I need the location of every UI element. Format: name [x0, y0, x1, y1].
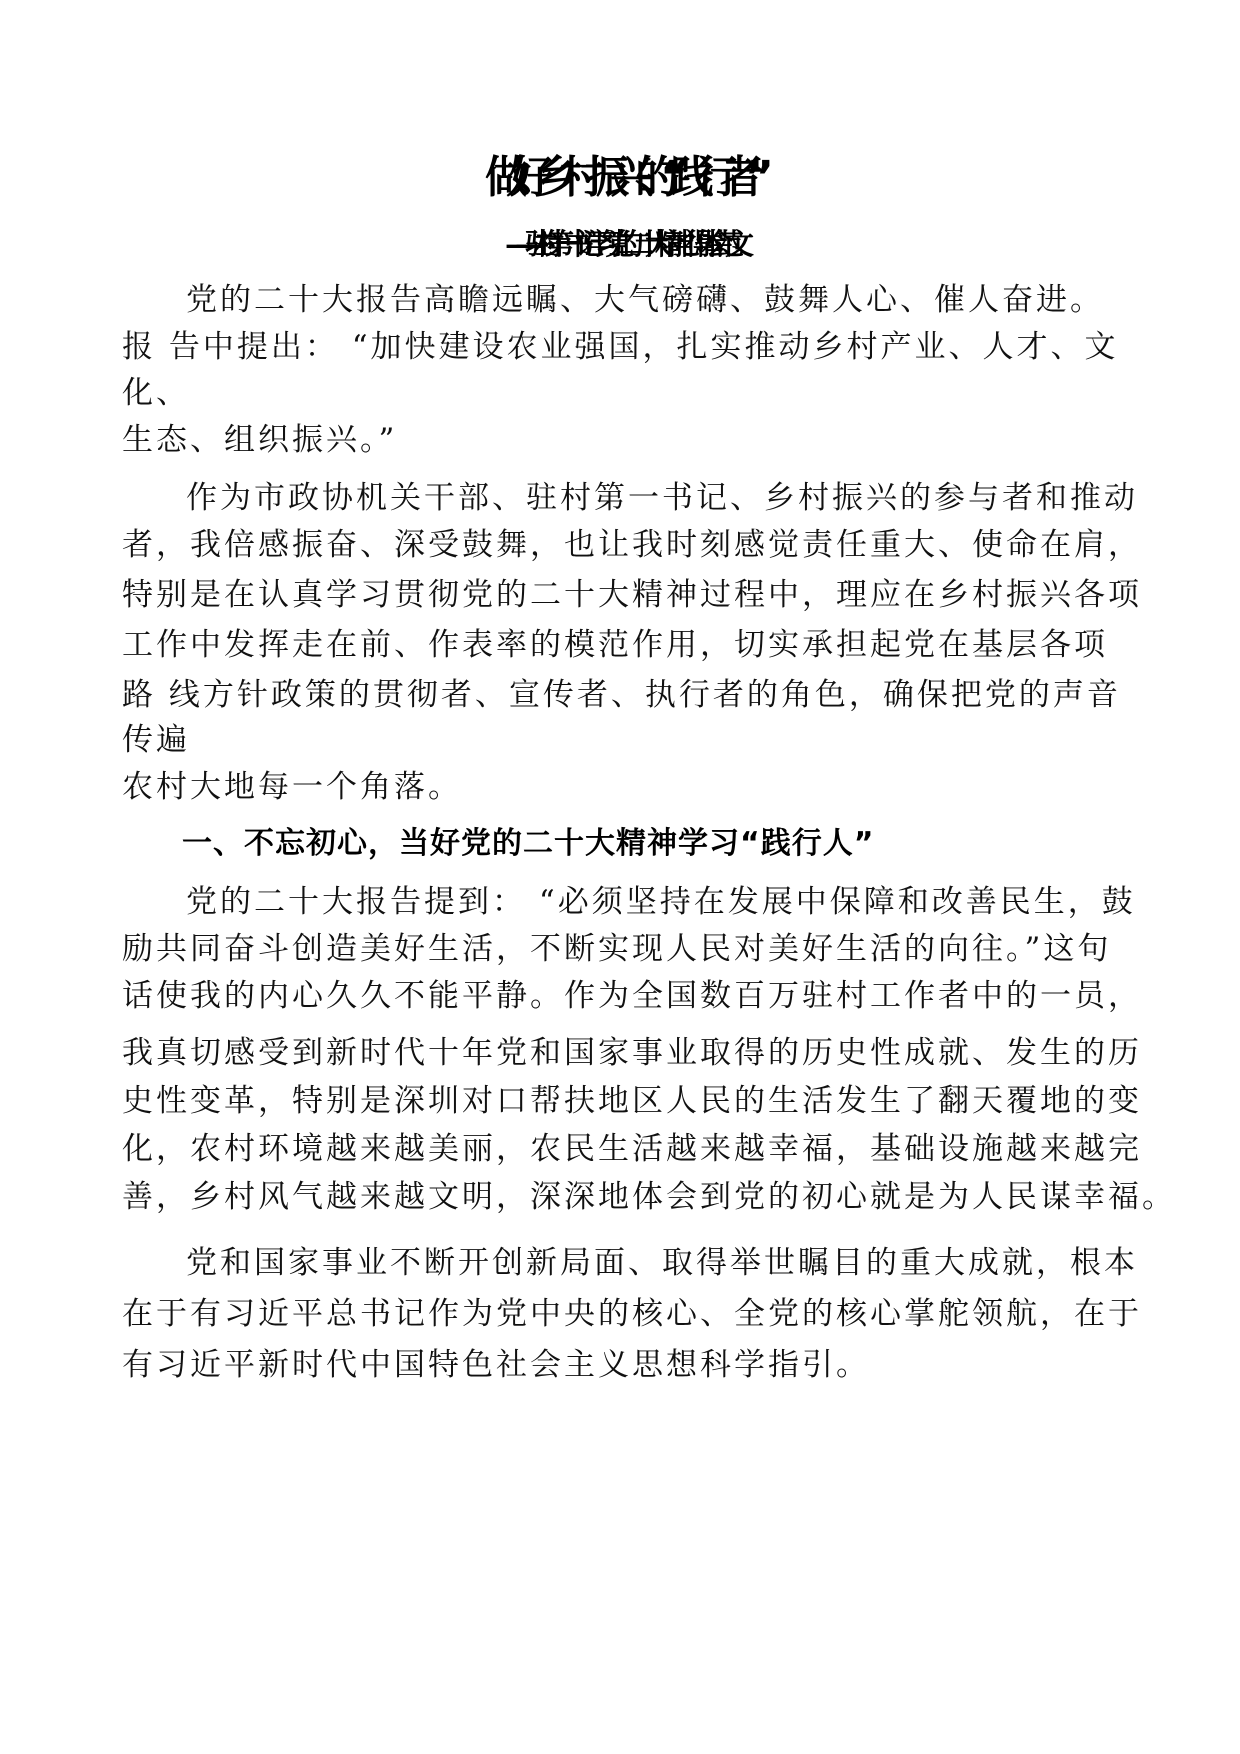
paragraph-2-line-1: 作为市政协机关干部、驻村第一书记、乡村振兴的参与者和推动 [186, 480, 1138, 516]
paragraph-2-line-7: 农村大地每一个角落。 [122, 769, 462, 805]
paragraph-1-line-1: 党的二十大报告高瞻远瞩、大气磅礴、鼓舞人心、催人奋进。 [186, 282, 1104, 318]
paragraph-2-line-5: 路 线方针政策的贯彻者、宣传者、执行者的角色，确保把党的声音 [122, 677, 1121, 713]
paragraph-4-line-3: 有习近平新时代中国特色社会主义思想科学指引。 [122, 1347, 870, 1383]
paragraph-2-line-4: 工作中发挥走在前、作表率的模范作用，切实承担起党在基层各项 [122, 627, 1108, 663]
paragraph-2-line-2: 者，我倍感振奋、深受鼓舞，也让我时刻感觉责任重大、使命在肩， [122, 527, 1142, 563]
section-heading-1: 一、不忘初心，当好党的二十大精神学习“践行人” [182, 826, 875, 861]
paragraph-2-line-6: 传遍 [122, 722, 190, 758]
paragraph-3-line-7: 善，乡村风气越来越文明，深深地体会到党的初心就是为人民谋幸福。 [122, 1179, 1176, 1215]
paragraph-3-line-2: 励共同奋斗创造美好生活，不断实现人民对美好生活的向往。”这句 [122, 931, 1112, 967]
paragraph-3-line-4: 我真切感受到新时代十年党和国家事业取得的历史性成就、发生的历 [122, 1035, 1142, 1071]
paragraph-3-line-6: 化，农村环境越来越美丽，农民生活越来越幸福，基础设施越来越完 [122, 1131, 1142, 1167]
paragraph-4-line-2: 在于有习近平总书记作为党中央的核心、全党的核心掌舵领航，在于 [122, 1296, 1142, 1332]
paragraph-1-line-3: 化、 [122, 375, 190, 411]
paragraph-3-line-1: 党的二十大报告提到： “必须坚持在发展中保障和改善民生，鼓 [186, 884, 1136, 920]
paragraph-1-line-4: 生态、组织振兴。” [122, 422, 398, 458]
paragraph-3-line-5: 史性变革，特别是深圳对口帮扶地区人民的生活发生了翻天覆地的变 [122, 1083, 1142, 1119]
paragraph-1-line-2: 报 告中提出： “加快建设农业强国，扎实推动乡村产业、人才、文 [122, 329, 1119, 365]
document-title: 做好乡村振兴的“践行者” [485, 152, 755, 203]
paragraph-2-line-3: 特别是在认真学习贯彻党的二十大精神过程中，理应在乡村振兴各项 [122, 577, 1142, 613]
document-subtitle: ——驻村第一书记学习党的二十大精神心得体会范文 [504, 227, 735, 261]
paragraph-4-line-1: 党和国家事业不断开创新局面、取得举世瞩目的重大成就，根本 [186, 1245, 1138, 1281]
paragraph-3-line-3: 话使我的内心久久不能平静。作为全国数百万驻村工作者中的一员， [122, 978, 1142, 1014]
